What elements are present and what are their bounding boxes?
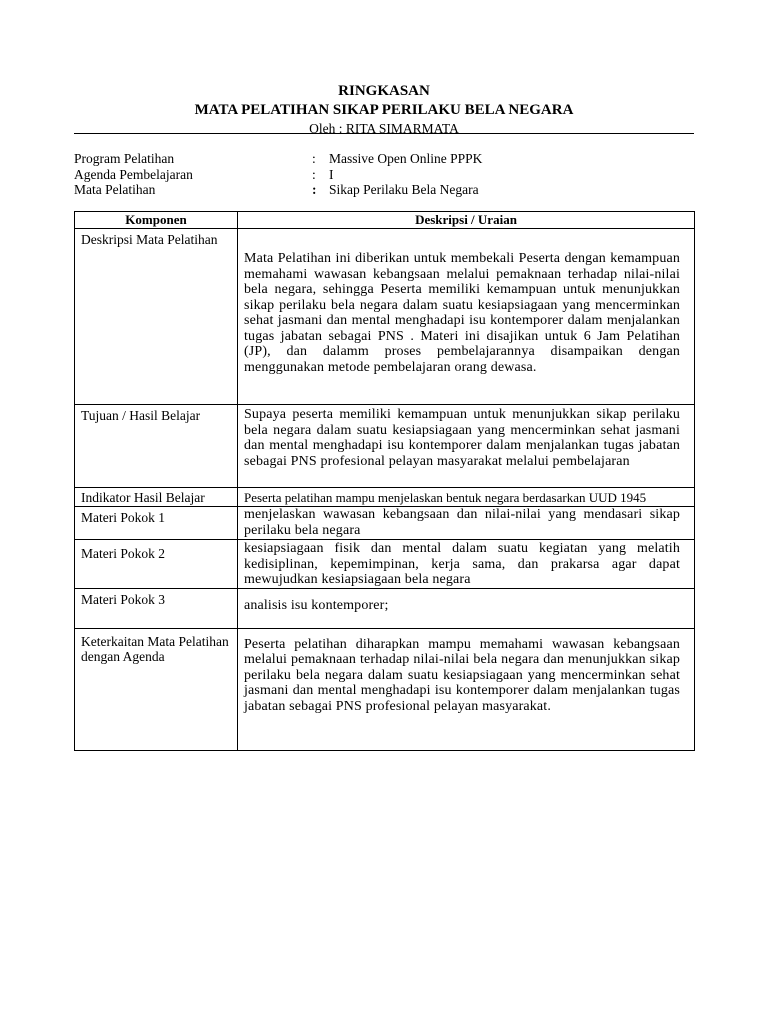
row-desc-cell [238,488,695,507]
summary-table [74,211,695,751]
row-label: Tujuan / Hasil Belajar [81,408,201,423]
document-header [74,82,694,137]
title-line-2: MATA PELATIHAN SIKAP PERILAKU BELA NEGARA [194,102,574,118]
row-desc-cell [238,229,695,405]
row-desc: Supaya peserta memiliki kemampuan untuk menunjukkan sikap perilaku bela negara dalam suatu kesiapsiagaan yang mencerminkan sehat jasmani dan mental menghadapi isu kontemporer dalam menjalankan tugas jabatan sebagai PNS profesional pelayan masyarakat melalui pembelajaran [244,407,680,469]
row-desc: Peserta pelatihan diharapkan mampu memahami wawasan kebangsaan melalui pemaknaan terhadap nilai-nilai bela negara dan menunjukkan sikap perilaku bela negara dalam suatu kesiapsiagaan yang mencerminkan sehat jasmani dan mental menghadapi isu kontemporer dalam menjalankan tugas jabatan sebagai PNS profesional pelayan masyarakat. [244,636,680,714]
meta-value: I [329,166,334,182]
row-desc: Peserta pelatihan mampu menjelaskan bentuk negara berdasarkan UUD 1945 [244,490,647,505]
row-desc: analisis isu kontemporer; [244,597,389,613]
meta-label: Agenda Pembelajaran [74,166,193,182]
header-divider [74,133,694,134]
meta-value: Sikap Perilaku Bela Negara [329,182,479,197]
row-label: Indikator Hasil Belajar [81,490,205,505]
table-row [75,229,695,405]
meta-row-mata-pelatihan [74,182,482,198]
row-desc: menjelaskan wawasan kebangsaan dan nilai-nilai yang mendasari sikap perilaku bela negara [244,507,680,538]
meta-label: Program Pelatihan [74,151,175,166]
row-desc-cell [238,405,695,488]
meta-label: Mata Pelatihan [74,182,156,197]
table-row [75,507,695,540]
row-desc-cell [238,540,695,589]
column-header-komponen: Komponen [75,212,238,229]
row-label-cell [75,229,238,405]
meta-info [74,151,482,198]
table-row [75,588,695,628]
row-label-cell [75,405,238,488]
row-label: Keterkaitan Mata Pelatihan dengan Agenda [81,633,229,664]
meta-colon: : [312,182,317,197]
meta-colon: : [312,166,316,182]
table-header-row [75,212,695,229]
table-row [75,540,695,589]
meta-colon: : [312,151,316,166]
meta-row-program [74,151,482,167]
row-label-cell [75,540,238,589]
row-desc: kesiapsiagaan fisik dan mental dalam suatu kegiatan yang melatih kedisiplinan, kepemimpinan, kerja sama, dan prakarsa agar dapat mewujudkan kesiapsiagaan bela negara [244,541,680,587]
row-label: Materi Pokok 3 [81,591,165,607]
column-header-deskripsi: Deskripsi / Uraian [238,212,695,229]
meta-value: Massive Open Online PPPK [329,151,483,166]
row-label: Materi Pokok 1 [81,510,165,525]
row-desc-cell [238,507,695,540]
row-label: Deskripsi Mata Pelatihan [81,232,218,247]
row-desc-cell [238,588,695,628]
author-line: Oleh : RITA SIMARMATA [309,121,459,136]
row-desc: Mata Pelatihan ini diberikan untuk membekali Peserta dengan kemampuan memahami wawasan kebangsaan melalui pemaknaan terhadap nilai-nilai bela negara, sehingga Peserta memiliki kemampuan untuk menunjukkan sikap perilaku bela negara dalam suatu kesiapsiagaan yang mencerminkan sehat jasmani dan mental menghadapi isu kontemporer dalam menjalankan tugas jabatan sebagai PNS . Materi ini disajikan untuk 6 Jam Pelatihan (JP), dan dalamm proses pembelajarannya disampaikan dengan menggunakan metode pembelajaran orang dewasa. [244,251,680,375]
meta-row-agenda [74,167,482,183]
row-label: Materi Pokok 2 [81,546,165,561]
table-row [75,488,695,507]
row-label-cell [75,628,238,750]
row-label-cell [75,588,238,628]
row-label-cell [75,507,238,540]
table-row [75,405,695,488]
row-desc-cell [238,628,695,750]
title-line-1: RINGKASAN [338,83,430,99]
row-label-cell [75,488,238,507]
table-row [75,628,695,750]
